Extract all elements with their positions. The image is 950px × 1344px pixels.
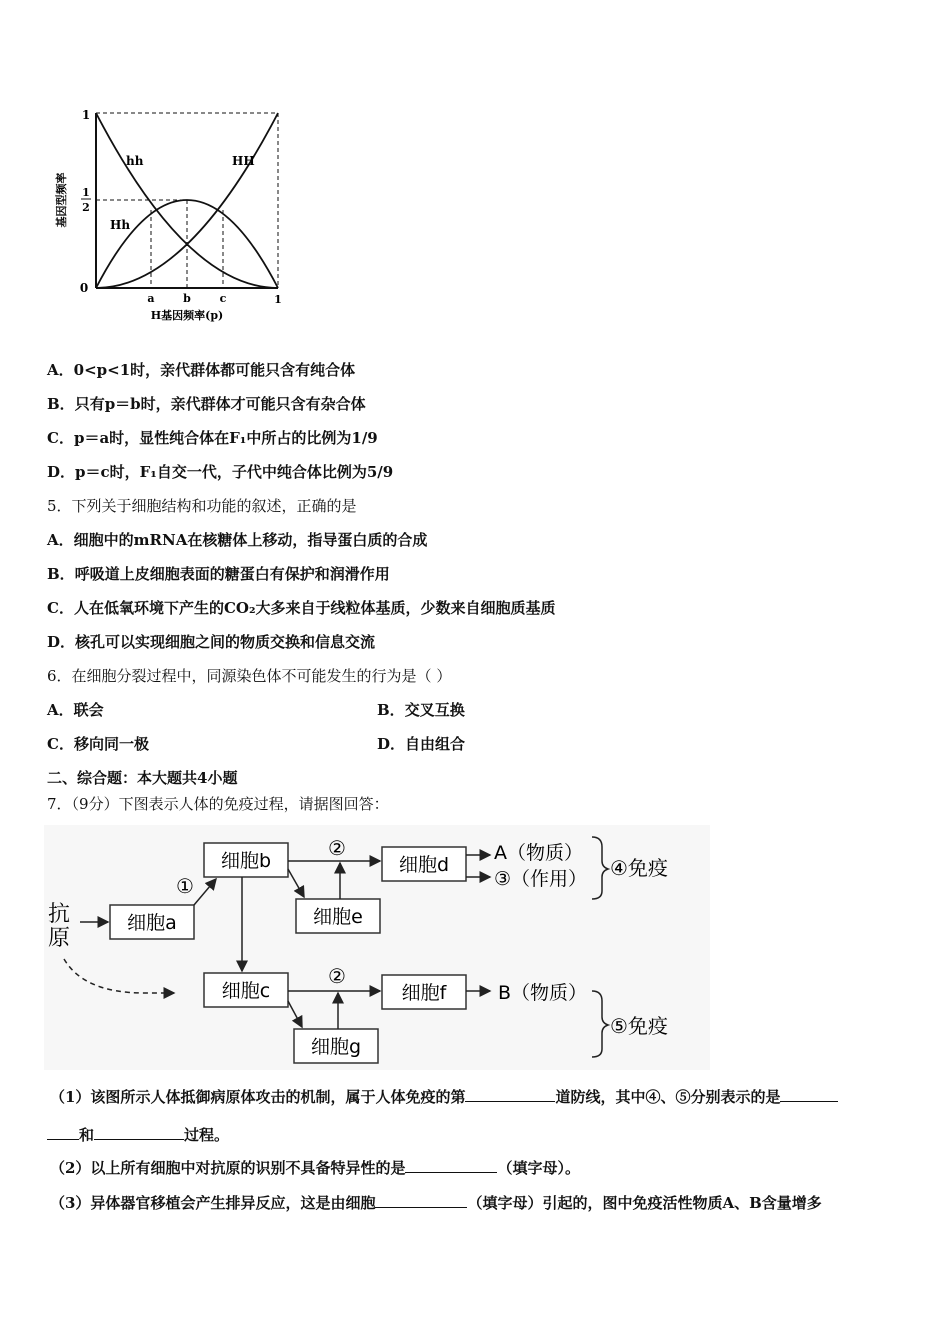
q6-option-c[interactable]	[47, 734, 149, 754]
y-tick-half-num: 1	[82, 186, 90, 199]
answer-blank-5[interactable]	[375, 1192, 467, 1208]
option-label: D．	[47, 463, 76, 481]
option-label: A．	[47, 361, 74, 379]
option-text: 细胞中的mRNA在核糖体上移动，指导蛋白质的合成	[73, 531, 428, 549]
q4-option-b[interactable]	[47, 394, 366, 414]
cell-d-label: 细胞d	[398, 854, 450, 876]
option-text: p＝a时，显性纯合体在F₁中所占的比例为1/9	[73, 429, 378, 447]
option-label: B．	[47, 395, 75, 413]
antigen-label-2: 原	[48, 926, 71, 951]
step-2-bottom-label: ②	[328, 964, 346, 988]
q5-option-c[interactable]	[47, 598, 556, 618]
immune-4-label: ④免疫	[610, 856, 668, 880]
option-label: A．	[47, 531, 74, 549]
x-tick-1: 1	[274, 293, 282, 306]
sub1-text-d: 过程。	[184, 1126, 230, 1144]
option-label: C．	[47, 735, 74, 753]
answer-blank-2[interactable]	[780, 1086, 838, 1102]
option-text: p＝c时，F₁自交一代，子代中纯合体比例为5/9	[75, 463, 394, 481]
cell-e-label: 细胞e	[313, 906, 363, 928]
y-tick-half-den: 2	[82, 201, 90, 214]
option-text: 只有p＝b时，亲代群体才可能只含有杂合体	[74, 395, 366, 413]
q4-option-d[interactable]	[47, 462, 393, 482]
sub3-text-b: （填字母）引起的，图中免疫活性物质A、B含量增多	[467, 1194, 822, 1212]
q6-option-a[interactable]	[47, 700, 104, 720]
y-axis-label: 基因型频率	[55, 172, 68, 228]
q6-stem: 6．在细胞分裂过程中，同源染色体不可能发生的行为是（ ）	[47, 667, 452, 685]
option-text: 自由组合	[405, 735, 466, 753]
product-b-label: B（物质）	[498, 982, 588, 1004]
answer-blank-2-cont[interactable]	[47, 1124, 79, 1140]
answer-blank-3[interactable]	[94, 1124, 184, 1140]
q7-stem: 7．（9分）下图表示人体的免疫过程，请据图回答：	[47, 795, 389, 813]
q5-option-a[interactable]	[47, 530, 427, 550]
q4-option-a[interactable]	[47, 360, 355, 380]
q4-option-c[interactable]	[47, 428, 378, 448]
q5-option-d[interactable]	[47, 632, 375, 652]
q5-stem: 5．下列关于细胞结构和功能的叙述，正确的是	[47, 497, 357, 515]
immune-5-label: ⑤免疫	[610, 1014, 668, 1038]
option-text: 人在低氧环境下产生的CO₂大多来自于线粒体基质，少数来自细胞质基质	[73, 599, 556, 617]
cell-f-label: 细胞f	[401, 982, 447, 1004]
sub1-text-c: 和	[79, 1126, 95, 1144]
x-tick-a: a	[147, 292, 155, 305]
option-label: C．	[47, 429, 74, 447]
option-label: A．	[47, 701, 74, 719]
Hh-label: Hh	[110, 218, 131, 232]
q7-sub3	[50, 1192, 822, 1213]
q5-option-b[interactable]	[47, 564, 390, 584]
option-text: 核孔可以实现细胞之间的物质交换和信息交流	[75, 633, 376, 651]
option-label: B．	[377, 701, 405, 719]
cell-a-label: 细胞a	[127, 912, 177, 934]
cell-b-label: 细胞b	[220, 850, 272, 872]
origin-label: 0	[79, 281, 89, 295]
option-text: 移向同一极	[73, 735, 149, 753]
option-text: 联会	[73, 701, 104, 719]
cell-c-label: 细胞c	[221, 980, 271, 1002]
x-tick-c: c	[219, 292, 227, 305]
x-axis-label: H基因频率(p)	[150, 309, 224, 322]
product-3-label: ③（作用）	[494, 868, 588, 890]
step-1-label: ①	[176, 874, 194, 898]
option-label: D．	[47, 633, 76, 651]
answer-blank-4[interactable]	[405, 1157, 497, 1173]
antigen-label-1: 抗	[48, 902, 71, 927]
q7-sub2	[50, 1157, 580, 1178]
sub1-text-a: （1）该图所示人体抵御病原体攻击的机制，属于人体免疫的第	[50, 1088, 466, 1106]
option-label: B．	[47, 565, 75, 583]
product-a-label: A（物质）	[494, 842, 583, 864]
q6-option-d[interactable]	[377, 734, 465, 754]
q6-option-b[interactable]	[377, 700, 465, 720]
sub3-text-a: （3）异体器官移植会产生排异反应，这是由细胞	[50, 1194, 376, 1212]
option-label: D．	[377, 735, 406, 753]
option-text: 交叉互换	[404, 701, 465, 719]
x-tick-b: b	[183, 292, 191, 305]
section-heading: 二、综合题：本大题共4小题	[47, 769, 238, 787]
sub2-text-b: （填字母）。	[497, 1159, 580, 1177]
option-text: 呼吸道上皮细胞表面的糖蛋白有保护和润滑作用	[74, 565, 390, 583]
y-tick-top: 1	[81, 108, 91, 122]
hh-label: hh	[126, 154, 144, 168]
immune-process-diagram	[44, 825, 710, 1070]
option-text: 0<p<1时，亲代群体都可能只含有纯合体	[73, 361, 356, 379]
step-2-top-label: ②	[328, 836, 346, 860]
cell-g-label: 细胞g	[310, 1036, 362, 1058]
genotype-frequency-graph	[40, 95, 300, 335]
HH-label: HH	[232, 154, 255, 168]
option-label: C．	[47, 599, 74, 617]
answer-blank-1[interactable]	[465, 1086, 555, 1102]
sub2-text-a: （2）以上所有细胞中对抗原的识别不具备特异性的是	[50, 1159, 406, 1177]
q7-sub1-line1	[50, 1086, 838, 1107]
q7-sub1-line2	[47, 1124, 229, 1145]
sub1-text-b: 道防线，其中④、⑤分别表示的是	[555, 1088, 781, 1106]
